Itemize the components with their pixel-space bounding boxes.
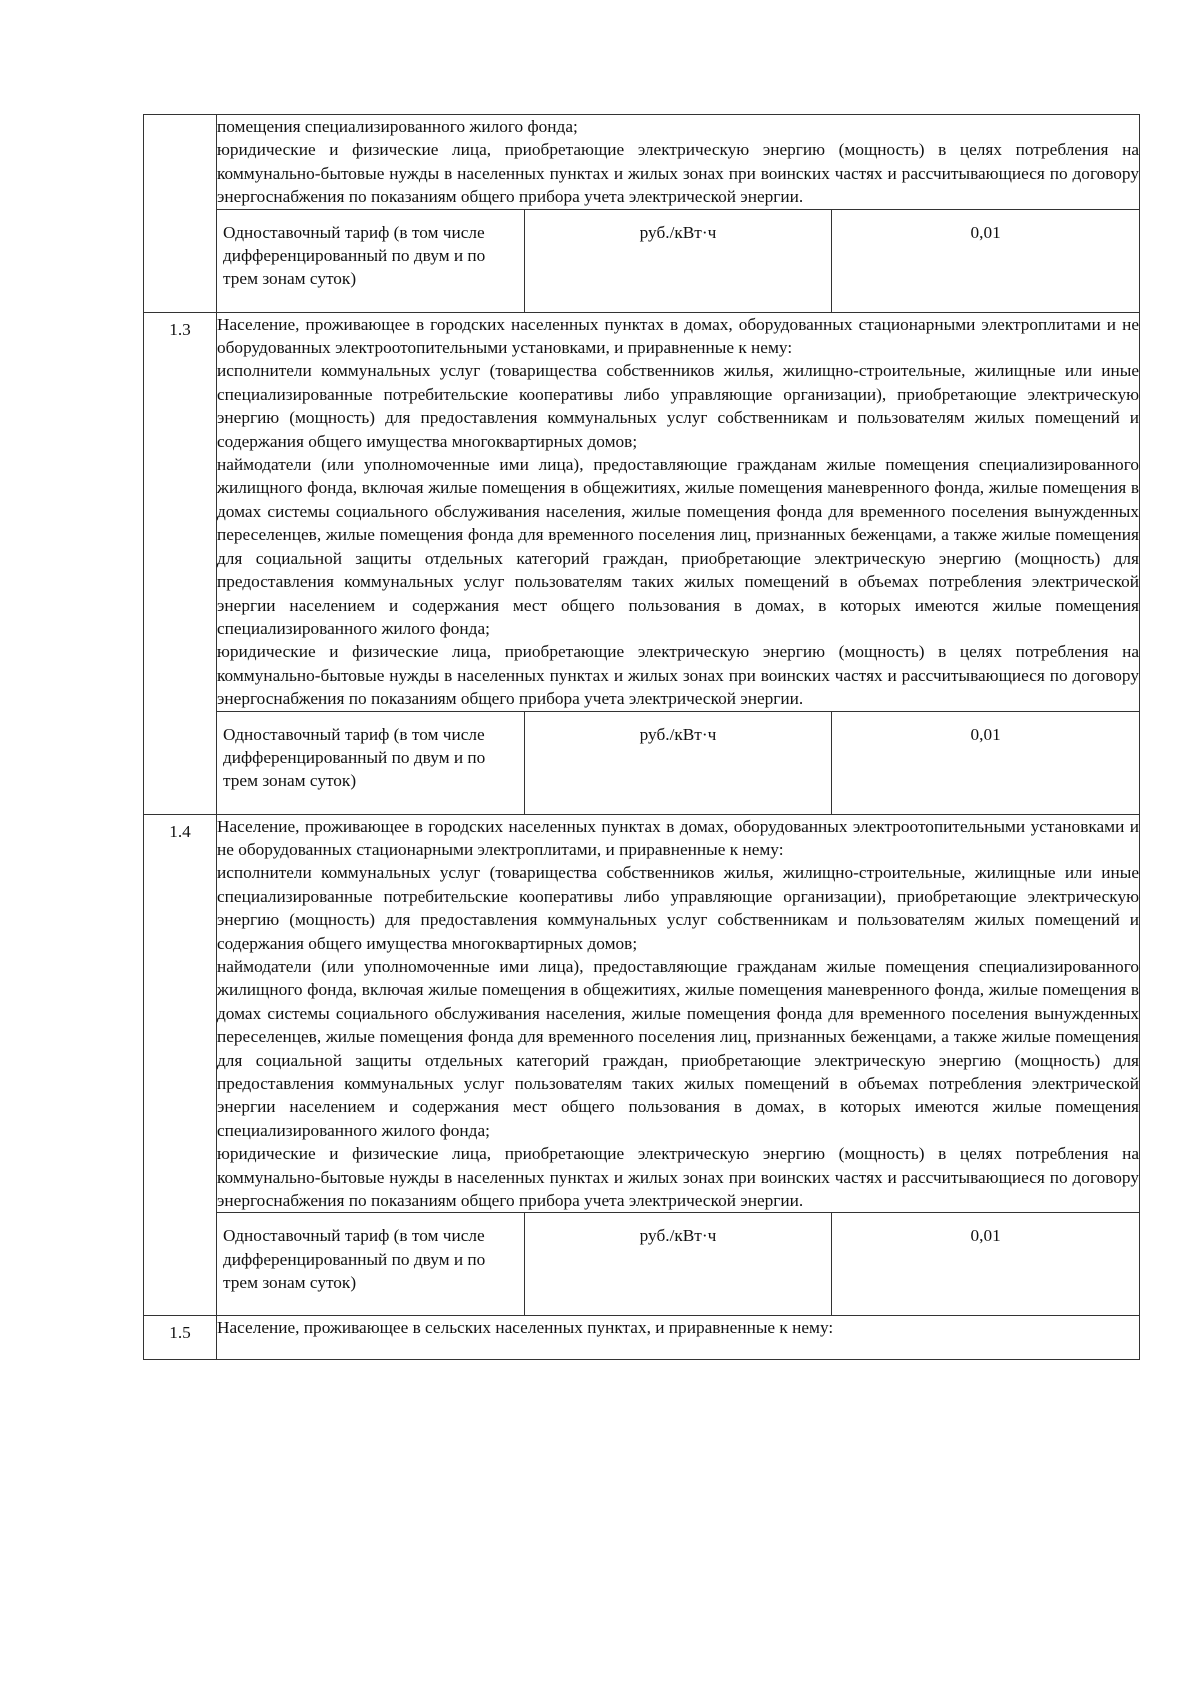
paragraph: помещения специализированного жилого фонда;: [217, 117, 578, 136]
tariff-table: [143, 114, 1140, 1360]
paragraph: исполнители коммунальных услуг (товарищества собственников жилья, жилищно-строительные, жилищные или иные специализированные потребительские кооперативы либо управляющие организации), приобретающие электрическую энергию (мощность) для предоставления коммунальных услуг собственникам и пользователям жилых помещений и содержания общего имущества многоквартирных домов;: [217, 863, 1139, 953]
tariff-row: [144, 209, 1140, 312]
row-number: 1.3: [144, 312, 217, 814]
tariff-value: 0,01: [832, 1213, 1140, 1316]
paragraph: Население, проживающее в сельских населенных пунктах, и приравненные к нему:: [217, 1318, 834, 1338]
paragraph: Население, проживающее в городских населенных пунктах в домах, оборудованных электроотопительными установками и не оборудованных стационарными электроплитами, и приравненные к нему:: [217, 816, 1139, 859]
tariff-name: Одноставочный тариф (в том числе дифференцированный по двум и по трем зонам суток): [217, 711, 525, 814]
paragraph: юридические и физические лица, приобретающие электрическую энергию (мощность) в целях потребления на коммунально-бытовые нужды в населенных пунктах и жилых зонах при воинских частях и рассчитывающиеся по договору энергоснабжения по показаниям общего прибора учета электрической энергии.: [217, 642, 1139, 709]
tariff-unit: руб./кВт·ч: [524, 209, 832, 312]
row-description: [217, 814, 1140, 1213]
tariff-name: Одноставочный тариф (в том числе дифференцированный по двум и по трем зонам суток): [217, 209, 525, 312]
tariff-unit: руб./кВт·ч: [524, 711, 832, 814]
row-description: [217, 115, 1140, 210]
paragraph: наймодатели (или уполномоченные ими лица), предоставляющие гражданам жилые помещения специализированного жилищного фонда, включая жилые помещения в общежитиях, жилые помещения маневренного фонда, жилые помещения в домах системы социального обслуживания населения, жилые помещения фонда для временного поселения вынужденных переселенцев, жилые помещения фонда для временного поселения лиц, признанных беженцами, а также жилые помещения для социальной защиты отдельных категорий граждан, приобретающие электрическую энергию (мощность) для предоставления коммунальных услуг пользователям таких жилых помещений в объемах потребления электрической энергии населением и содержания мест общего пользования в домах, в которых имеются жилые помещения специализированного жилого фонда;: [217, 956, 1139, 1140]
row-number: 1.5: [144, 1316, 217, 1360]
paragraph: юридические и физические лица, приобретающие электрическую энергию (мощность) в целях потребления на коммунально-бытовые нужды в населенных пунктах и жилых зонах при воинских частях и рассчитывающиеся по договору энергоснабжения по показаниям общего прибора учета электрической энергии.: [217, 140, 1139, 207]
table-row: [144, 814, 1140, 1213]
tariff-value: 0,01: [832, 209, 1140, 312]
paragraph: юридические и физические лица, приобретающие электрическую энергию (мощность) в целях потребления на коммунально-бытовые нужды в населенных пунктах и жилых зонах при воинских частях и рассчитывающиеся по договору энергоснабжения по показаниям общего прибора учета электрической энергии.: [217, 1144, 1139, 1211]
paragraph: наймодатели (или уполномоченные ими лица), предоставляющие гражданам жилые помещения специализированного жилищного фонда, включая жилые помещения в общежитиях, жилые помещения маневренного фонда, жилые помещения в домах системы социального обслуживания населения, жилые помещения фонда для временного поселения вынужденных переселенцев, жилые помещения фонда для временного поселения лиц, признанных беженцами, а также жилые помещения для социальной защиты отдельных категорий граждан, приобретающие электрическую энергию (мощность) для предоставления коммунальных услуг пользователям таких жилых помещений в объемах потребления электрической энергии населением и содержания мест общего пользования в домах, в которых имеются жилые помещения специализированного жилого фонда;: [217, 455, 1139, 638]
paragraph: исполнители коммунальных услуг (товарищества собственников жилья, жилищно-строительные, жилищные или иные специализированные потребительские кооперативы либо управляющие организации), приобретающие электрическую энергию (мощность) для предоставления коммунальных услуг собственникам и пользователям жилых помещений и содержания общего имущества многоквартирных домов;: [217, 361, 1139, 451]
tariff-name: Одноставочный тариф (в том числе дифференцированный по двум и по трем зонам суток): [217, 1213, 525, 1316]
paragraph: Население, проживающее в городских населенных пунктах в домах, оборудованных стационарными электроплитами и не оборудованных электроотопительными установками, и приравненные к нему:: [217, 314, 1139, 358]
row-number: [144, 115, 217, 313]
tariff-value: 0,01: [832, 711, 1140, 814]
tariff-row: [144, 711, 1140, 814]
row-description: [217, 312, 1140, 711]
tariff-unit: руб./кВт·ч: [524, 1213, 832, 1316]
row-description: [217, 1316, 1140, 1360]
row-number: 1.4: [144, 814, 217, 1316]
table-row: [144, 1316, 1140, 1360]
table-row: [144, 312, 1140, 711]
table-row: [144, 115, 1140, 210]
tariff-row: [144, 1213, 1140, 1316]
